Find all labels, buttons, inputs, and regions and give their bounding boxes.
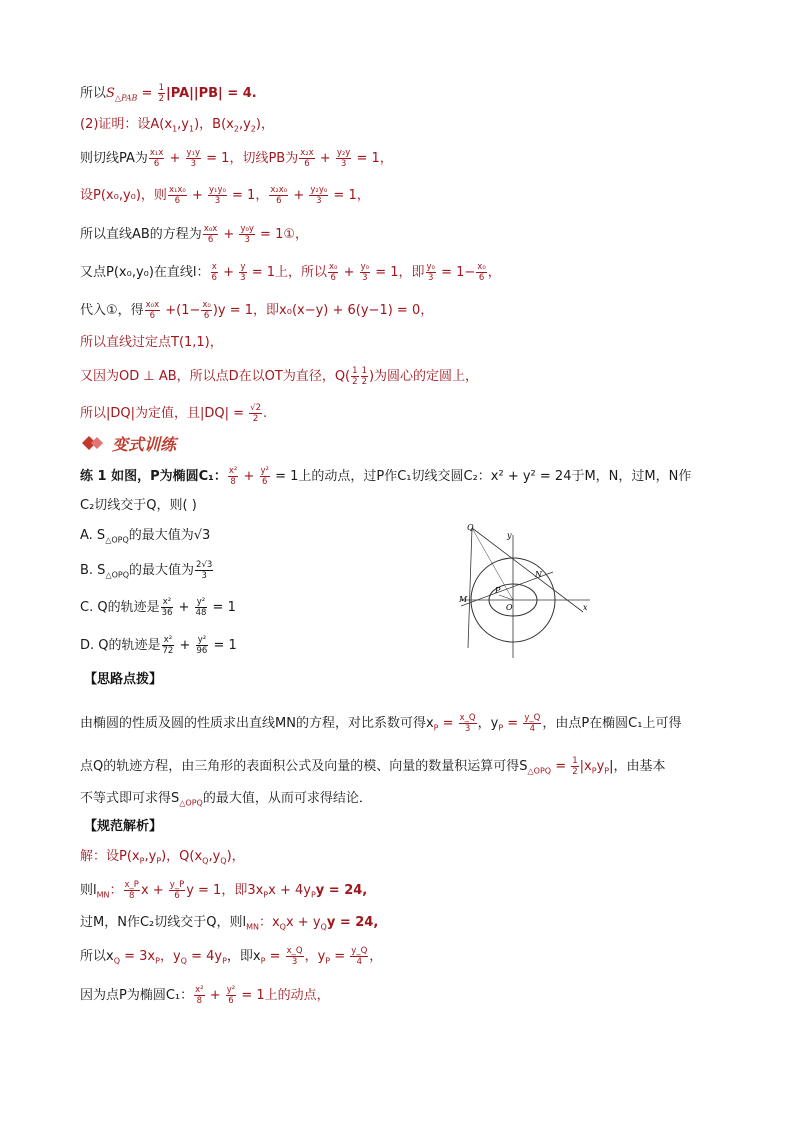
hint-para-line-1: 由椭圆的性质及圆的性质求出直线MN的方程，对比系数可得$x_P$ = $\frac{x\_Q}{3}$ ，$y_P$ = $\frac{y\_Q}{4}$ ，由点P在椭圆C₁上可得	[80, 713, 682, 734]
solution-heading: 【规范解析】	[84, 819, 163, 834]
solution-line-4: 所以$x_Q = 3x_P$，$y_Q = 4y_P$，即$x_P$ = $\frac{x\_Q}{3}$ ，$y_P$ = $\frac{y\_Q}{4}$ ，	[80, 946, 383, 967]
option-c: C. Q的轨迹是 $\frac{\text{x²}}{36}$ + $\frac{\text{y²}}{48}$ = 1	[80, 597, 236, 618]
proof-line-3: 则切线PA为 $\frac{\text{x₁x}}{6}$ + $\frac{\text{y₁y}}{3}$ = 1，切线PB为 $\frac{\text{x₂x}}{6}$ + $\frac{\text{y₂y}}{3}$ = 1，	[80, 148, 393, 169]
solution-line-5: 因为点P为椭圆C₁： $\frac{\text{x²}}{8}$ + $\frac{\text{y²}}{6}$ = 1上的动点，	[80, 985, 330, 1006]
label-m: M	[459, 595, 468, 604]
option-d: D. Q的轨迹是 $\frac{\text{x²}}{72}$ + $\frac{\text{y²}}{96}$ = 1	[80, 635, 237, 656]
proof-line-7: 代入①，得 $\frac{\text{x₀x}}{6}$ +(1− $\frac{\text{x₀}}{6}$ )y = 1，即x₀(x−y) + 6(y−1) = 0，	[80, 300, 434, 321]
label-p: P	[495, 586, 501, 595]
proof-line-9: 又因为OD ⊥ AB，所以点D在以OT为直径，Q( $\frac{1}{2}$ $\frac{1}{2}$ )为圆心的定圆上，	[80, 366, 479, 387]
solution-line-1: 解：设$P(x_P,y_P)$，$Q(x_Q,y_Q)$，	[80, 849, 245, 866]
proof-line-8: 所以直线过定点T(1,1)，	[80, 335, 223, 350]
label-o: O	[506, 603, 513, 612]
line-qm	[468, 528, 472, 648]
proof-line-10: 所以|DQ|为定值，且|DQ| = $\frac{√2}{2}$ .	[80, 403, 268, 424]
label-q: Q	[467, 523, 474, 532]
solution-line-2: 则$l_{MN}$： $\frac{x\_P}{8}$ x + $\frac{y\_P}{6}$ y = 1，即$3x_Px + 4y_Py = 24$,	[80, 880, 368, 901]
proof-line-4: 设P(x₀,y₀)，则 $\frac{\text{x₁x₀}}{6}$ + $\frac{\text{y₁y₀}}{3}$ = 1， $\frac{\text{x₂x₀}}{6}$ + $\frac{\text{y₂y₀}}{3}$ = 1，	[80, 185, 370, 206]
label-y: y	[507, 531, 512, 540]
exercise-stem-line-1: 练 1 如图，P为椭圆C₁： $\frac{\text{x²}}{8}$ + $\frac{\text{y²}}{6}$ = 1上的动点，过P作C₁切线交圆C₂：x² + y² = 24于M，N，过M，N作	[80, 466, 692, 487]
exercise-stem-line-2: C₂切线交于Q，则( )	[80, 498, 197, 513]
solution-line-3: 过M，N作C₂切线交于Q，则$l_{MN}$：$x_Qx + y_Qy = 24$,	[80, 915, 379, 932]
hint-heading: 【思路点拨】	[84, 672, 163, 687]
proof-line-6: 又点P(x₀,y₀)在直线l： $\frac{x}{6}$ + $\frac{y}{3}$ = 1上，所以 $\frac{\text{x₀}}{6}$ + $\frac{\text{y₀}}{3}$ = 1，即 $\frac{\text{y₀}}{3}$ = 1− $\frac{\text{x₀}}{6}$ ，	[80, 262, 501, 283]
proof-line-1: 所以$S_{\triangle PAB}$ = $\frac{1}{2}$ |PA||PB| = 4.	[80, 83, 257, 104]
proof-line-2: (2)证明：设$A(x_1,y_1)$，$B(x_2,y_2)$，	[80, 117, 274, 134]
proof-line-5: 所以直线AB的方程为 $\frac{\text{x₀x}}{6}$ + $\frac{\text{y₀y}}{3}$ = 1①，	[80, 224, 309, 245]
hint-para-line-2: 点Q的轨迹方程，由三角形的表面积公式及向量的模、向量的数量积运算可得$S_{\triangle OPQ}$ = $\frac{1}{2}$ $|x_Py_P|$，由基本	[80, 756, 666, 777]
label-n: N	[535, 570, 542, 579]
section-title-variant-training: 变式训练	[82, 432, 176, 454]
diamond-bullet-icon	[82, 436, 106, 450]
label-x: x	[583, 603, 588, 612]
option-b: B. $S_{\triangle OPQ}$的最大值为 $\frac{2√3}{3}$	[80, 560, 213, 581]
hint-para-line-3: 不等式即可求得$S_{\triangle OPQ}$的最大值，从而可求得结论．	[80, 791, 372, 808]
ellipse-circle-figure	[455, 520, 605, 660]
line-op	[499, 595, 513, 600]
option-a: A. $S_{\triangle OPQ}$的最大值为√3	[80, 528, 211, 545]
